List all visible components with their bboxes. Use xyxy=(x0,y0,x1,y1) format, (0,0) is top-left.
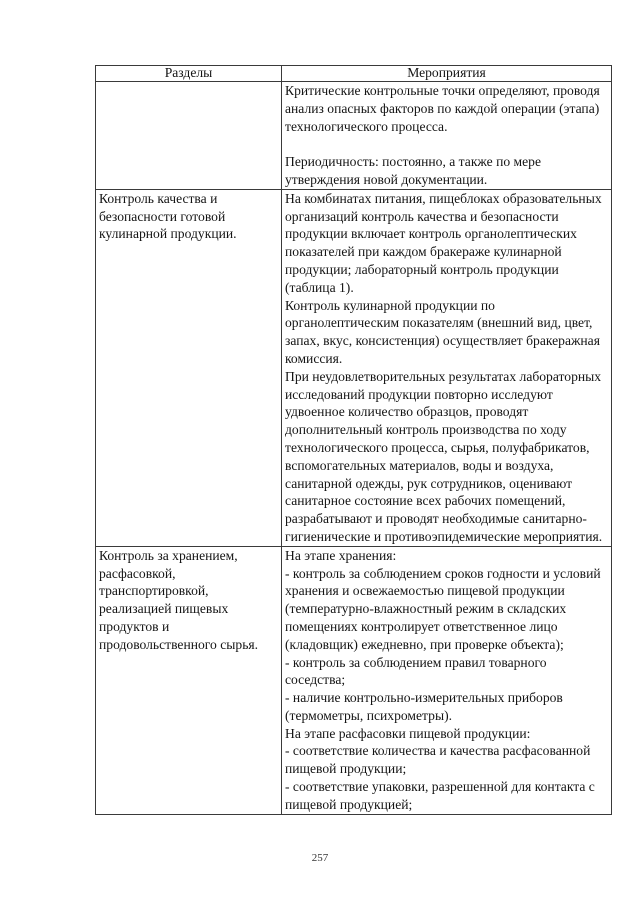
measure-paragraph: - соответствие упаковки, разрешенной для контакта с пищевой продукцией; xyxy=(285,779,595,812)
measure-paragraph: Критические контрольные точки определяют, проводя анализ опасных факторов по каждой операции (этапа) технологического процесса. xyxy=(285,83,600,134)
measure-paragraph: При неудовлетворительных результатах лабораторных исследований продукции повторно исследуют удвоенное количество образцов, проводят дополнительный контроль производства по ходу технологического процесса, сырья, полуфабрикатов, вспомогательных материалов, воды и воздуха, санитарной одежды, рук сотрудников, оценивают санитарное состояние всех рабочих помещений, разрабатывают и проводят необходимые санитарно-гигиенические и противоэпидемические мероприятия. xyxy=(285,368,603,544)
section-title: Контроль за хранением, расфасовкой, транспортировкой, реализацией пищевых продуктов и продовольственного сырья. xyxy=(99,547,259,652)
section-title: Контроль качества и безопасности готовой кулинарной продукции. xyxy=(99,190,237,242)
section-cell xyxy=(96,82,282,190)
measures-cell xyxy=(282,82,612,190)
table-header-row xyxy=(96,66,612,82)
header-measures: Мероприятия xyxy=(282,66,612,82)
measures-cell xyxy=(282,546,612,814)
page-number: 257 xyxy=(311,852,329,864)
table-row xyxy=(96,546,612,814)
measure-paragraph: - контроль за соблюдением сроков годности и условий хранения и освежаемостью пищевой продукции (температурно-влажностный режим в складских помещениях контролирует ответственное лицо (кладовщик) ежедневно, при проверке объекта); xyxy=(285,565,601,652)
measures-cell xyxy=(282,189,612,546)
section-cell xyxy=(96,546,282,814)
measure-paragraph: На комбинатах питания, пищеблоках образовательных организаций контроль качества и безопасности продукции включает контроль органолептических показателей при каждом бракераже кулинарной продукции; лабораторный контроль продукции (таблица 1). xyxy=(285,190,602,295)
measure-paragraph: На этапе хранения: xyxy=(285,547,397,563)
measure-paragraph: - наличие контрольно-измерительных приборов (термометры, психрометры). xyxy=(285,690,563,723)
measure-paragraph: На этапе расфасовки пищевой продукции: xyxy=(285,725,531,741)
table-row xyxy=(96,82,612,190)
header-sections: Разделы xyxy=(96,66,282,82)
measure-paragraph: Периодичность: постоянно, а также по мере утверждения новой документации. xyxy=(285,154,542,187)
section-cell xyxy=(96,189,282,546)
blank-line xyxy=(285,135,608,153)
document-table xyxy=(95,65,612,815)
table-row xyxy=(96,189,612,546)
measure-paragraph: - контроль за соблюдением правил товарного соседства; xyxy=(285,654,547,688)
measure-paragraph: - соответствие количества и качества расфасованной пищевой продукции; xyxy=(285,743,591,777)
measure-paragraph: Контроль кулинарной продукции по органолептическим показателям (внешний вид, цвет, запах, вкус, консистенция) осуществляет бракеражная комиссия. xyxy=(285,297,600,366)
